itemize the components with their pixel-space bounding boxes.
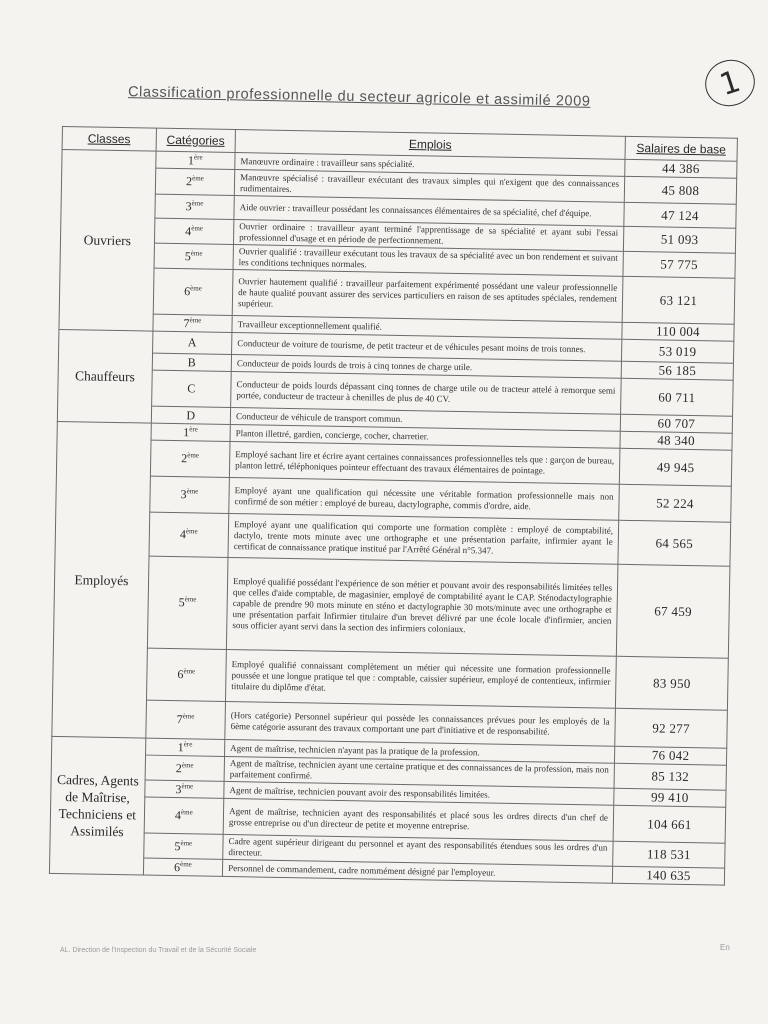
category-ordinal-suffix: ème bbox=[187, 451, 200, 460]
category-label: 4 bbox=[174, 808, 182, 823]
category-label: 4 bbox=[185, 223, 192, 238]
page-number-mark: 1 bbox=[699, 53, 761, 112]
class-cell: Chauffeurs bbox=[57, 329, 152, 423]
job-description-cell: Manœuvre ordinaire : travailleur sans spécialité. bbox=[235, 153, 625, 177]
base-salary-cell: 76 042 bbox=[614, 746, 726, 765]
category-cell bbox=[151, 406, 231, 424]
job-description-cell: Ouvrier hautement qualifié : travailleur parfaitement expérimenté possédant une valeur professionnelle de haute qualité pouvant assurer des services particuliers en raison de ses aptitudes spéciales, rendement supérieur. bbox=[232, 270, 623, 323]
category-cell bbox=[147, 556, 228, 649]
category-cell bbox=[143, 833, 223, 859]
job-description-cell: Ouvrier qualifié : travailleur exécutant tous les travaux de sa spécialité avec un bon rendement et suivant les conditions techniques normales. bbox=[233, 245, 623, 277]
category-cell bbox=[143, 858, 223, 876]
category-label: 6 bbox=[184, 284, 191, 299]
table-body bbox=[49, 150, 737, 886]
base-salary-cell: 99 410 bbox=[614, 788, 726, 807]
category-label: D bbox=[186, 407, 196, 422]
category-ordinal-suffix: ère bbox=[189, 424, 198, 433]
category-cell bbox=[146, 648, 226, 701]
category-label: 1 bbox=[177, 739, 184, 754]
base-salary-cell: 67 459 bbox=[616, 564, 730, 658]
category-label: A bbox=[187, 335, 197, 350]
category-label: 3 bbox=[185, 199, 192, 214]
category-cell bbox=[155, 194, 235, 219]
category-label: 2 bbox=[175, 760, 182, 775]
category-label: C bbox=[187, 381, 196, 396]
table-row bbox=[53, 554, 730, 658]
category-ordinal-suffix: ème bbox=[182, 712, 195, 721]
base-salary-cell: 92 277 bbox=[615, 708, 728, 748]
category-cell bbox=[153, 314, 233, 332]
footer-page-mark: En bbox=[720, 943, 730, 952]
base-salary-cell: 110 004 bbox=[622, 322, 734, 341]
base-salary-cell: 118 531 bbox=[613, 841, 725, 868]
category-label: 5 bbox=[184, 248, 191, 263]
category-cell bbox=[144, 780, 224, 798]
base-salary-cell: 44 386 bbox=[625, 159, 737, 178]
base-salary-cell: 47 124 bbox=[624, 202, 736, 228]
category-ordinal-suffix: ème bbox=[185, 527, 198, 536]
category-label: 5 bbox=[178, 595, 185, 610]
category-cell bbox=[145, 700, 225, 739]
job-description-cell: Conducteur de poids lourds dépassant cinq tonnes de charge utile ou de tracteur attelé à remorque semi portée, conducteur de tracteur à chenilles de plus de 40 CV. bbox=[231, 371, 621, 414]
base-salary-cell: 60 711 bbox=[621, 378, 734, 416]
category-ordinal-suffix: ème bbox=[190, 248, 203, 257]
category-ordinal-suffix: ème bbox=[181, 781, 194, 790]
category-cell bbox=[154, 243, 234, 269]
category-cell bbox=[151, 370, 231, 407]
base-salary-cell: 48 340 bbox=[620, 431, 732, 450]
category-ordinal-suffix: ème bbox=[180, 859, 192, 868]
category-label: 3 bbox=[175, 781, 182, 796]
category-label: B bbox=[187, 354, 196, 369]
job-description-cell: Cadre agent supérieur dirigeant du personnel et ayant des responsabilités étendues sous les ordres d'un directeur. bbox=[223, 834, 613, 866]
category-label: 5 bbox=[174, 838, 181, 853]
header-emplois: Emplois bbox=[235, 130, 625, 160]
base-salary-cell: 49 945 bbox=[619, 448, 732, 486]
category-ordinal-suffix: ère bbox=[193, 152, 203, 161]
header-classes: Classes bbox=[62, 127, 156, 152]
job-description-cell: Conducteur de poids lourds de trois à cinq tonnes de charge utile. bbox=[231, 354, 621, 378]
category-ordinal-suffix: ème bbox=[186, 487, 199, 496]
page-footer: AL. Direction de l'Inspection du Travail et de la Sécurité Sociale bbox=[60, 947, 257, 954]
class-cell: Ouvriers bbox=[59, 150, 156, 332]
category-ordinal-suffix: ème bbox=[180, 808, 193, 817]
category-label: 7 bbox=[183, 315, 190, 330]
base-salary-cell: 52 224 bbox=[619, 484, 732, 522]
category-label: 6 bbox=[177, 667, 184, 682]
job-description-cell: Employé qualifié connaissant complètement un métier qui nécessite une formation professionnelle poussée et une longue pratique tel que : comptable, caissier supérieur, employé de contentieux, infirmier titulaire du diplôme d'état. bbox=[226, 649, 617, 708]
job-description-cell: Employé qualifié possédant l'expérience de son métier et pouvant avoir des responsabilités limitées telles que celles d'aide comptable, de magasinier, employé de comptabilité ayant le CAP. Sténodactylographie capable de prendre 90 mots minute en sténo et dactylographie 30 mots/minute avec une orthographe et une présentation parfait Infirmier titulaire d'un brevet délivré par une école locale d'infirmier, ancien sous officier ayant servi dans la section des infirmiers coloniaux. bbox=[226, 557, 617, 656]
base-salary-cell: 57 775 bbox=[623, 251, 735, 278]
job-description-cell: Manœuvre spécialisé : travailleur exécutant des travaux simples qui n'exigent que des connaissances rudimentaires. bbox=[234, 170, 624, 203]
category-ordinal-suffix: ème bbox=[189, 315, 202, 324]
base-salary-cell: 104 661 bbox=[613, 805, 726, 843]
base-salary-cell: 60 707 bbox=[620, 414, 732, 433]
job-description-cell: Employé ayant une qualification qui comporte une formation complète : employé de comptabilité, dactylo, trente mots minute avec une orthographe et une présentation parfaite, infirmier ayant le certificat de connaissance pratique institué par l'Arrêté Général n°5.347. bbox=[228, 513, 619, 564]
base-salary-cell: 53 019 bbox=[621, 339, 733, 363]
category-ordinal-suffix: ème bbox=[184, 595, 197, 604]
category-cell bbox=[151, 423, 231, 441]
header-salaires: Salaires de base bbox=[625, 136, 737, 161]
base-salary-cell: 140 635 bbox=[612, 866, 724, 885]
category-ordinal-suffix: ème bbox=[191, 223, 203, 232]
category-cell bbox=[153, 268, 233, 315]
category-cell bbox=[155, 151, 235, 169]
base-salary-cell: 83 950 bbox=[615, 656, 728, 710]
base-salary-cell: 51 093 bbox=[623, 226, 735, 253]
base-salary-cell: 45 808 bbox=[624, 176, 736, 204]
category-cell bbox=[145, 755, 225, 781]
category-ordinal-suffix: ème bbox=[181, 760, 194, 769]
class-cell: Cadres, Agents de Maîtrise, Techniciens et Assimilés bbox=[49, 736, 145, 875]
category-cell bbox=[155, 168, 235, 195]
category-cell bbox=[149, 476, 229, 513]
job-description-cell: Ouvrier ordinaire : travailleur ayant terminé l'apprentissage de sa spécialité et ayant subi l'essai professionnel d'usage et en période de perfectionnement. bbox=[234, 220, 624, 252]
job-description-cell: Employé sachant lire et écrire ayant certaines connaissances professionnelles tels que : garçon de bureau, planton lettré, téléphoniques pointeur effectuant des travaux élémentaires de pointage. bbox=[229, 441, 619, 484]
category-cell bbox=[152, 353, 232, 371]
category-label: 7 bbox=[176, 712, 183, 727]
category-ordinal-suffix: ème bbox=[190, 284, 202, 293]
category-label: 1 bbox=[183, 424, 190, 439]
job-description-cell: Personnel de commandement, cadre nommément désigné par l'employeur. bbox=[222, 859, 612, 883]
classification-table bbox=[49, 126, 738, 886]
category-ordinal-suffix: ème bbox=[183, 667, 196, 676]
base-salary-cell: 56 185 bbox=[621, 361, 733, 380]
job-description-cell: Conducteur de voiture de tourisme, de petit tracteur et de véhicules pesant moins de trois tonnes. bbox=[232, 332, 622, 361]
job-description-cell: Agent de maîtrise, technicien ayant des responsabilités et placé sous les ordres directs d'un chef de grosse entreprise ou d'un directeur de petite et moyenne entreprise. bbox=[223, 798, 613, 841]
category-ordinal-suffix: ème bbox=[192, 174, 204, 183]
category-cell bbox=[152, 331, 232, 354]
category-cell bbox=[145, 738, 225, 756]
base-salary-cell: 85 132 bbox=[614, 763, 726, 790]
category-label: 4 bbox=[179, 527, 187, 542]
job-description-cell: Agent de maîtrise, technicien ayant une certaine pratique et des connaissances de la profession, mais non parfaitement confirmé. bbox=[224, 756, 614, 788]
header-categories: Catégories bbox=[156, 128, 236, 152]
category-cell bbox=[154, 218, 234, 244]
job-description-cell: Planton illettré, gardien, concierge, cocher, charretier. bbox=[230, 424, 620, 448]
document-title: Classification professionnelle du secteur agricole et assimilé 2009 bbox=[127, 84, 591, 110]
category-ordinal-suffix: ème bbox=[191, 199, 204, 208]
class-cell: Employés bbox=[52, 421, 151, 738]
job-description-cell: (Hors catégorie) Personnel supérieur qui possède les connaissances prévues pour les employés de la 6ème catégorie assurant des travaux comportant une part d'initiative et de responsabilité. bbox=[225, 701, 616, 746]
job-description-cell: Agent de maîtrise, technicien pouvant avoir des responsabilités limitées. bbox=[224, 781, 614, 805]
category-ordinal-suffix: ère bbox=[183, 739, 193, 748]
category-label: 2 bbox=[181, 451, 188, 466]
category-label: 1 bbox=[187, 152, 195, 167]
category-cell bbox=[150, 440, 230, 477]
category-cell bbox=[144, 797, 224, 834]
category-label: 3 bbox=[180, 487, 187, 502]
job-description-cell: Conducteur de véhicule de transport commun. bbox=[230, 407, 620, 431]
base-salary-cell: 64 565 bbox=[618, 520, 731, 566]
category-ordinal-suffix: ème bbox=[180, 838, 193, 847]
job-description-cell: Aide ouvrier : travailleur possédant les connaissances élémentaires de sa spécialité, chef d'équipe. bbox=[234, 196, 624, 227]
base-salary-cell: 63 121 bbox=[622, 276, 735, 324]
job-description-cell: Employé ayant une qualification qui nécessite une véritable formation professionnelle mais non confirmé de son métier : employé de bureau, dactylographe, commis d'ordre, aide. bbox=[229, 477, 619, 520]
category-cell bbox=[149, 512, 229, 557]
category-label: 2 bbox=[185, 174, 193, 189]
job-description-cell: Agent de maîtrise, technicien n'ayant pas la pratique de la profession. bbox=[225, 739, 615, 763]
category-label: 6 bbox=[173, 859, 181, 874]
job-description-cell: Travailleur exceptionnellement qualifié. bbox=[232, 316, 622, 340]
